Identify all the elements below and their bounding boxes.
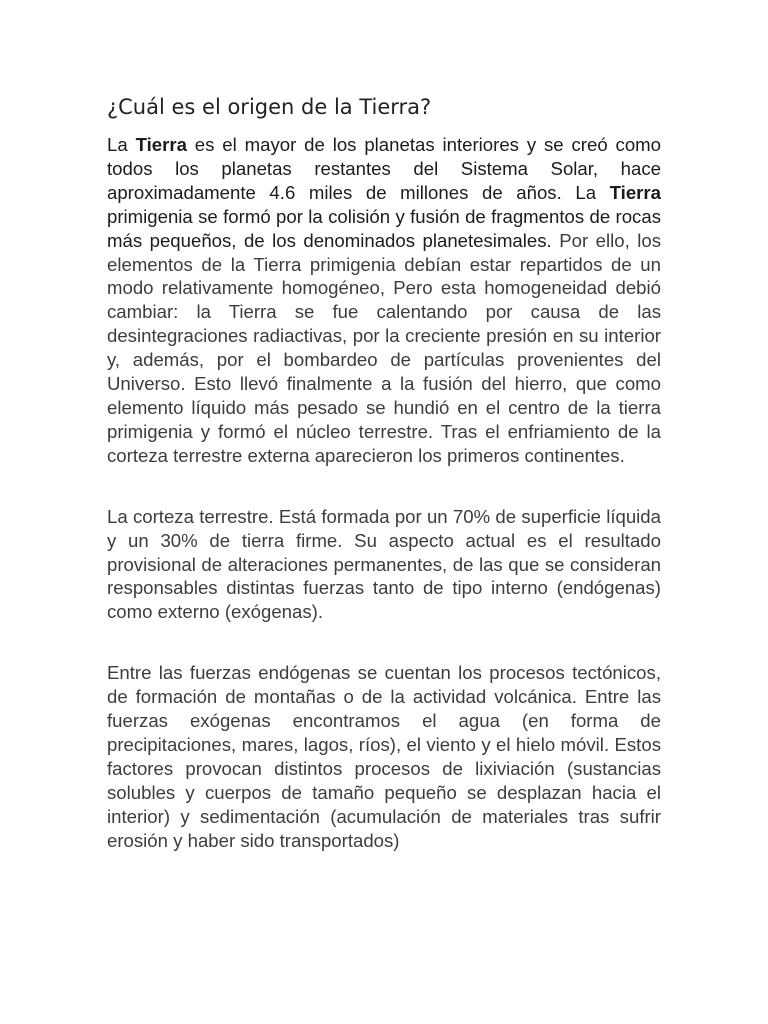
bold-term: Tierra bbox=[135, 134, 187, 155]
paragraph-spacer bbox=[107, 624, 661, 661]
paragraph-spacer bbox=[107, 468, 661, 505]
document-page bbox=[107, 93, 661, 852]
text-run: Por ello, los elementos de la Tierra primigenia debían estar repartidos de un modo relativamente homogéneo, Pero esta homogeneidad debió cambiar: la Tierra se fue calentando por causa de las desintegraciones radiactivas, por la creciente presión en su interior y, además, por el bombardeo de partículas provenientes del Universo. Esto llevó finalmente a la fusión del hierro, que como elemento líquido más pesado se hundió en el centro de la tierra primigenia y formó el núcleo terrestre. Tras el enfriamiento de la corteza terrestre externa aparecieron los primeros continentes. bbox=[107, 229, 661, 466]
page-title: ¿Cuál es el origen de la Tierra? bbox=[107, 95, 432, 119]
bold-term: Tierra bbox=[609, 181, 661, 203]
paragraph-origin bbox=[107, 133, 661, 468]
text-run: es el mayor de los planetas interiores y se creó como todos los planetas restantes del Sistema Solar, hace aproximadamente 4.6 miles de millones de años. La bbox=[107, 134, 662, 203]
text-run: La bbox=[107, 134, 136, 155]
text-run: primigenia se formó por la colisión y fusión de fragmentos de rocas más pequeños, de los denominados planetesimales. bbox=[107, 205, 661, 251]
paragraph-crust: La corteza terrestre. Está formada por un 70% de superficie líquida y un 30% de tierra firme. Su aspecto actual es el resultado provisional de alteraciones permanentes, de las que se consideran responsables distintas fuerzas tanto de tipo interno (endógenas) como externo (exógenas). bbox=[107, 505, 661, 623]
paragraph-forces: Entre las fuerzas endógenas se cuentan los procesos tectónicos, de formación de montañas o de la actividad volcánica. Entre las fuerzas exógenas encontramos el agua (en forma de precipitaciones, mares, lagos, ríos), el viento y el hielo móvil. Estos factores provocan distintos procesos de lixiviación (sustancias solubles y cuerpos de tamaño pequeño se desplazan hacia el interior) y sedimentación (acumulación de materiales tras sufrir erosión y haber sido transportados) bbox=[107, 662, 661, 851]
